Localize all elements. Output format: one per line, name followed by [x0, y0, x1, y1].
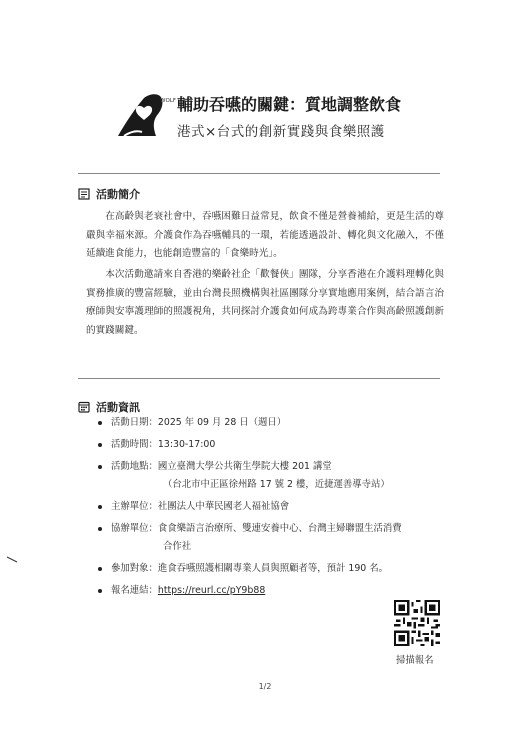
- info-item-audience: [96, 560, 456, 578]
- info-label: 活動地點：: [111, 461, 158, 472]
- info-item-date: [96, 414, 456, 432]
- info-value: 國立臺灣大學公共衛生學院大樓 201 講堂: [157, 461, 332, 472]
- info-heading: [78, 399, 140, 415]
- info-item-time: [96, 436, 456, 454]
- event-info-list: [96, 414, 456, 604]
- intro-heading-text: 活動簡介: [96, 188, 140, 201]
- info-value-extra: 合作社: [163, 541, 192, 552]
- divider-top: [78, 173, 440, 174]
- page-number: 1/2: [258, 682, 272, 691]
- info-label: 主辦單位：: [111, 501, 158, 512]
- registration-link[interactable]: https://reurl.cc/pY9b88: [157, 585, 266, 596]
- info-label: 活動日期：: [111, 417, 158, 428]
- info-value: 食食樂語言治療所、雙連安養中心、台灣主婦聯盟生活消費: [157, 523, 402, 534]
- info-value: 進食吞嚥照護相關專業人員與照顧者等，預計 190 名。: [157, 563, 388, 574]
- info-label: 報名連結：: [111, 585, 158, 596]
- document-icon: [78, 188, 90, 200]
- intro-paragraph-1: 在高齡與老衰社會中，吞嚥困難日益常見，飲食不僅是營養補給，更是生活的尊嚴與幸福來源。介護食作為吞嚥輔具的一環，若能透過設計、轉化與文化融入，不僅延續進食能力，也能創造豐富的「食樂時光」。: [86, 211, 444, 259]
- info-heading-text: 活動資訊: [96, 401, 140, 414]
- info-value-extra: （台北市中正區徐州路 17 號 2 樓，近捷運善導寺站）: [163, 479, 390, 490]
- info-value: 社團法人中華民國老人福祉協會: [157, 501, 290, 512]
- info-value: 2025 年 09 月 28 日（週日）: [157, 417, 287, 428]
- info-item-registration: [96, 582, 456, 600]
- info-value: 13:30-17:00: [157, 439, 216, 450]
- info-item-coorganizer: [96, 520, 456, 556]
- qr-caption: 掃描報名: [396, 655, 434, 666]
- scan-mark-icon: [6, 548, 18, 556]
- document-title: 輔助吞嚥的關鍵：質地調整飲食: [177, 95, 402, 114]
- logo-vertical-text: WOLF: [160, 98, 176, 104]
- document-subtitle: 港式×台式的創新實踐與食樂照護: [177, 124, 385, 140]
- info-item-venue: [96, 458, 456, 494]
- info-label: 參加對象：: [111, 563, 158, 574]
- info-label: 協辦單位：: [111, 523, 158, 534]
- intro-paragraph-2: 本次活動邀請來自香港的樂齡社企「歡餐俠」團隊，分享香港在介護料理轉化與實務推廣的豐富經驗，並由台灣長照機構與社區團隊分享實地應用案例，結合語言治療師與安寧護理師的照護視角，共同探討介護食如何成為跨專業合作與高齡照護創新的實踐關鍵。: [86, 269, 444, 336]
- divider-middle: [78, 378, 440, 379]
- intro-heading: [78, 186, 140, 202]
- info-label: 活動時間：: [111, 439, 158, 450]
- calendar-icon: [78, 401, 90, 413]
- qr-code-icon[interactable]: [394, 600, 440, 646]
- info-item-organizer: [96, 498, 456, 516]
